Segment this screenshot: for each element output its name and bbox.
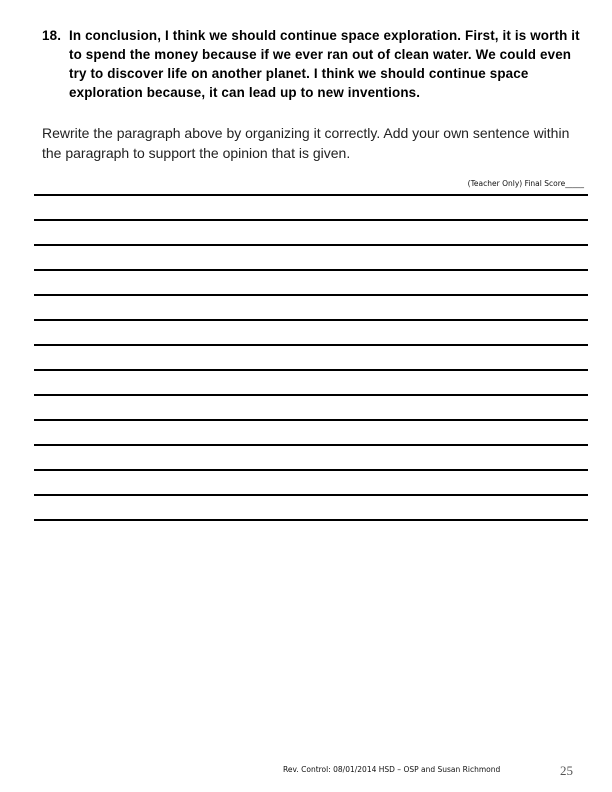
answer-lines [34,194,588,544]
answer-line[interactable] [34,519,588,521]
answer-line[interactable] [34,219,588,221]
answer-line[interactable] [34,344,588,346]
revision-footer: Rev. Control: 08/01/2014 HSD – OSP and Susan Richmond [283,765,501,774]
answer-line[interactable] [34,394,588,396]
question-paragraph: In conclusion, I think we should continue space exploration. First, it is worth it to spend the money because if we ever ran out of clean water. We could even try to discover life on another planet. I think we should continue space exploration because, it can lead up to new inventions. [69,28,580,100]
answer-line[interactable] [34,194,588,196]
answer-line[interactable] [34,469,588,471]
answer-line[interactable] [34,444,588,446]
answer-line[interactable] [34,494,588,496]
answer-line[interactable] [34,269,588,271]
question-18 [42,26,587,102]
page-number: 25 [560,763,573,778]
answer-line[interactable] [34,319,588,321]
teacher-score-label: (Teacher Only) Final Score_____ [467,179,584,188]
answer-line[interactable] [34,294,588,296]
answer-line[interactable] [34,369,588,371]
question-number: 18. [42,28,62,43]
answer-line[interactable] [34,244,588,246]
answer-line[interactable] [34,419,588,421]
instructions-text: Rewrite the paragraph above by organizing it correctly. Add your own sentence within the paragraph to support the opinion that is given. [42,125,570,161]
